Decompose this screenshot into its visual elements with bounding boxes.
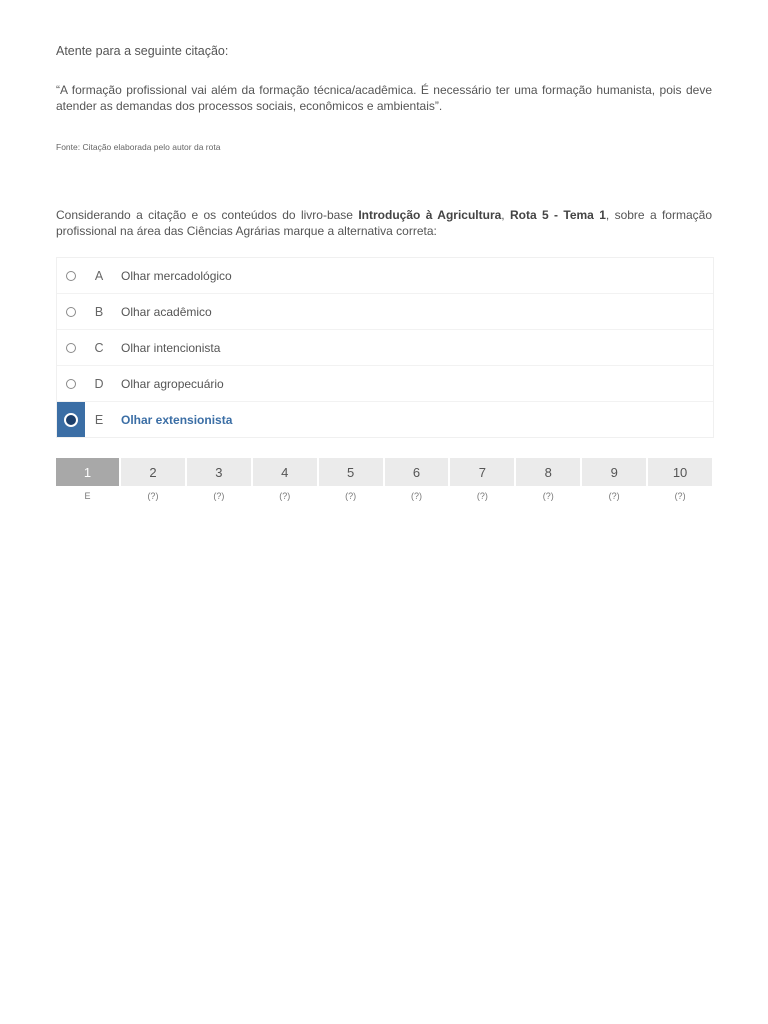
page-6 bbox=[385, 458, 449, 501]
page-status: E bbox=[84, 491, 91, 501]
question-pager bbox=[56, 458, 712, 501]
page-2 bbox=[121, 458, 185, 501]
option-a[interactable] bbox=[57, 258, 713, 293]
answer-options bbox=[56, 257, 714, 438]
radio-cell bbox=[57, 330, 85, 365]
page-button[interactable]: 5 bbox=[319, 458, 383, 486]
page-7 bbox=[450, 458, 514, 501]
radio-button[interactable] bbox=[66, 343, 76, 353]
page-button[interactable]: 7 bbox=[450, 458, 514, 486]
radio-button[interactable] bbox=[66, 271, 76, 281]
option-label: Olhar acadêmico bbox=[121, 304, 212, 319]
source-text: Fonte: Citação elaborada pelo autor da rota bbox=[56, 142, 221, 152]
radio-cell bbox=[57, 294, 85, 329]
radio-button[interactable] bbox=[66, 307, 76, 317]
radio-cell bbox=[57, 366, 85, 401]
option-e[interactable] bbox=[57, 401, 713, 437]
option-c[interactable] bbox=[57, 329, 713, 365]
option-letter: C bbox=[94, 340, 104, 355]
page-10 bbox=[648, 458, 712, 501]
intro-text: Atente para a seguinte citação: bbox=[56, 44, 229, 58]
page-status: (?) bbox=[147, 491, 159, 501]
page-button[interactable]: 1 bbox=[56, 458, 119, 486]
page-button[interactable]: 4 bbox=[253, 458, 317, 486]
page-status: (?) bbox=[608, 491, 620, 501]
page-button[interactable]: 2 bbox=[121, 458, 185, 486]
page-status: (?) bbox=[213, 491, 225, 501]
page-1 bbox=[56, 458, 119, 501]
question-text bbox=[56, 207, 712, 239]
page-3 bbox=[187, 458, 251, 501]
page-4 bbox=[253, 458, 317, 501]
option-label: Olhar mercadológico bbox=[121, 268, 232, 283]
page-status: (?) bbox=[345, 491, 357, 501]
radio-button-selected[interactable] bbox=[64, 413, 78, 427]
option-label: Olhar extensionista bbox=[121, 412, 233, 427]
page-9 bbox=[582, 458, 646, 501]
page-status: (?) bbox=[674, 491, 686, 501]
option-d[interactable] bbox=[57, 365, 713, 401]
option-letter: E bbox=[94, 412, 104, 427]
question-part-2: , bbox=[501, 208, 510, 222]
page-status: (?) bbox=[279, 491, 291, 501]
option-letter: B bbox=[94, 304, 104, 319]
page-5 bbox=[319, 458, 383, 501]
page-button[interactable]: 3 bbox=[187, 458, 251, 486]
page-status: (?) bbox=[476, 491, 488, 501]
option-letter: A bbox=[94, 268, 104, 283]
radio-button[interactable] bbox=[66, 379, 76, 389]
option-label: Olhar intencionista bbox=[121, 340, 221, 355]
page-button[interactable]: 9 bbox=[582, 458, 646, 486]
page-button[interactable]: 8 bbox=[516, 458, 580, 486]
question-part-3: , sobre a formação profissional na área das Ciências Agrárias marque a alternativa correta: bbox=[56, 208, 712, 238]
option-letter: D bbox=[94, 376, 104, 391]
radio-cell bbox=[57, 402, 85, 437]
page-status: (?) bbox=[542, 491, 554, 501]
option-label: Olhar agropecuário bbox=[121, 376, 224, 391]
option-b[interactable] bbox=[57, 293, 713, 329]
page-8 bbox=[516, 458, 580, 501]
page-button[interactable]: 6 bbox=[385, 458, 449, 486]
question-part-1: Considerando a citação e os conteúdos do livro-base bbox=[56, 208, 359, 222]
question-route: Rota 5 - Tema 1 bbox=[510, 208, 606, 222]
page-button[interactable]: 10 bbox=[648, 458, 712, 486]
radio-cell bbox=[57, 258, 85, 293]
quote-text: “A formação profissional vai além da formação técnica/acadêmica. É necessário ter uma formação humanista, pois deve atender as demandas dos processos sociais, econômicos e ambientais”. bbox=[56, 83, 712, 113]
page-status: (?) bbox=[411, 491, 422, 501]
question-book-title: Introdução à Agricultura bbox=[358, 208, 502, 222]
